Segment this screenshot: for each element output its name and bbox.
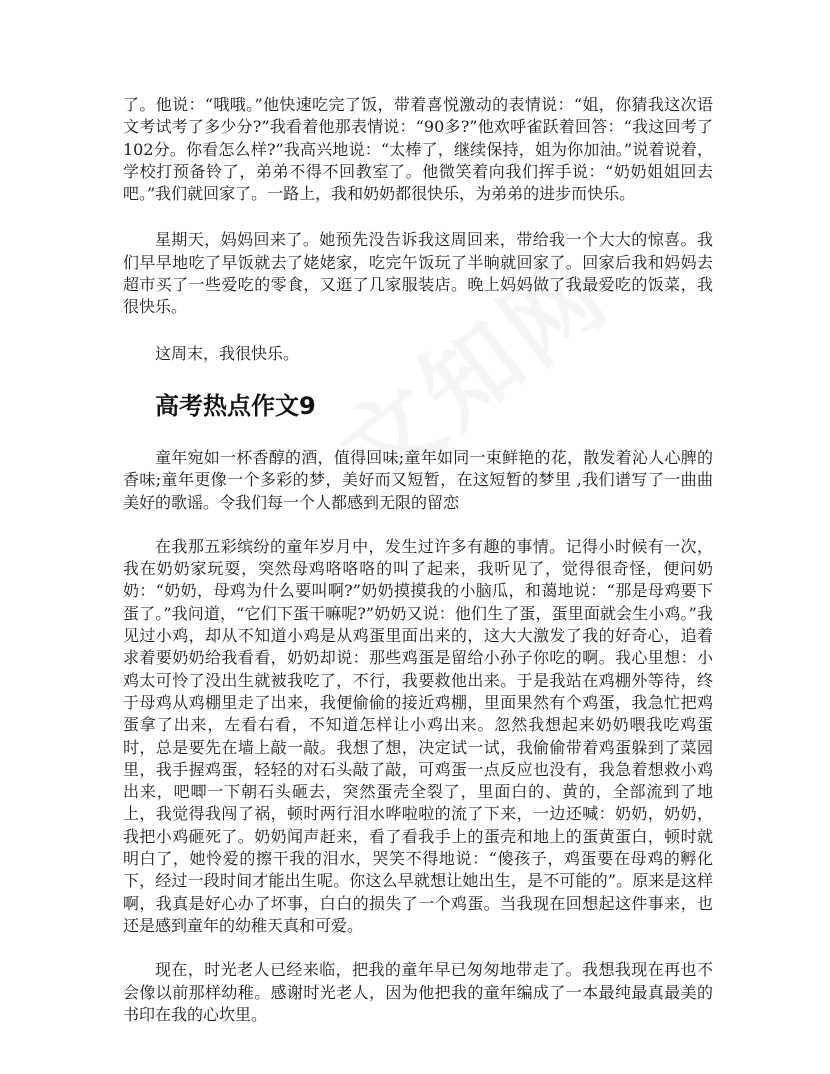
paragraph-6: 现在，时光老人已经来临，把我的童年早已匆匆地带走了。我想我现在再也不会像以前那样幼稚。感谢时光老人，因为他把我的童年编成了一本最纯最真最美的书印在我的心坎里。: [123, 960, 713, 1024]
document-page: [123, 86, 713, 1026]
paragraph-5: 在我那五彩缤纷的童年岁月中，发生过许多有趣的事情。记得小时候有一次，我在奶奶家玩耍，突然母鸡咯咯咯的叫了起来，我听见了，觉得很奇怪，便问奶奶：“奶奶，母鸡为什么要叫啊?”奶奶摸摸我的小脑瓜，和蔼地说：“那是母鸡要下蛋了。”我问道，“它们下蛋干嘛呢?”奶奶又说：他们生了蛋，蛋里面就会生小鸡。”我见过小鸡，却从不知道小鸡是从鸡蛋里面出来的，这大大激发了我的好奇心，追着求着要奶奶给我看看，奶奶却说：那些鸡蛋是留给小孙子你吃的啊。我心里想：小鸡太可怜了没出生就被我吃了，不行，我要救他出来。于是我站在鸡棚外等待，终于母鸡从鸡棚里走了出来，我便偷偷的接近鸡棚，里面果然有个鸡蛋，我急忙把鸡蛋拿了出来，左看右看，不知道怎样让小鸡出来。忽然我想起来奶奶喂我吃鸡蛋时，总是要先在墙上敲一敲。我想了想，决定试一试，我偷偷带着鸡蛋躲到了菜园里，我手握鸡蛋，轻轻的对石头敲了敲，可鸡蛋一点反应也没有，我急着想救小鸡出来，吧唧一下朝石头砸去，突然蛋壳全裂了，里面白的、黄的，全部流到了地上，我觉得我闯了祸，顿时两行泪水哗啦啦的流了下来，一边还喊：奶奶，奶奶，我把小鸡砸死了。奶奶闻声赶来，看了看我手上的蛋壳和地上的蛋黄蛋白，顿时就明白了，她怜爱的擦干我的泪水，哭笑不得地说：“傻孩子，鸡蛋要在母鸡的孵化下，经过一段时间才能出生呢。你这么早就想让她出生，是不可能的”。原来是这样啊，我真是好心办了坏事，白白的损失了一个鸡蛋。当我现在回想起这件事来，也还是感到童年的幼稚天真和可爱。: [123, 536, 713, 935]
paragraph-1: 了。他说：“哦哦。”他快速吃完了饭，带着喜悦激动的表情说：“姐，你猜我这次语文考试考了多少分?”我看着他那表情说：“90多?”他欢呼雀跃着回答：“我这回考了102分。你看怎么样?”我高兴地说：“太棒了，继续保持，姐为你加油。”说着说着，学校打预备铃了，弟弟不得不回教室了。他微笑着向我们挥手说：“奶奶姐姐回去吧。”我们就回家了。一路上，我和奶奶都很快乐，为弟弟的进步而快乐。: [123, 95, 713, 204]
section-heading: 高考热点作文9: [155, 391, 316, 420]
paragraph-4: 童年宛如一杯香醇的酒，值得回味;童年如同一束鲜艳的花，散发着沁人心脾的香味;童年更像一个多彩的梦，美好而又短暂，在这短暂的梦里 ,我们谱写了一曲曲美好的歌谣。令我们每一个人都感到无限的留恋: [123, 447, 713, 512]
paragraph-2: 星期天，妈妈回来了。她预先没告诉我这周回来，带给我一个大大的惊喜。我们早早地吃了早饭就去了姥姥家，吃完午饭玩了半晌就回家了。回家后我和妈妈去超市买了一些爱吃的零食，又逛了几家服装店。晚上妈妈做了我最爱吃的饭菜，我很快乐。: [123, 230, 713, 317]
paragraph-3: 这周末，我很快乐。: [155, 343, 300, 363]
